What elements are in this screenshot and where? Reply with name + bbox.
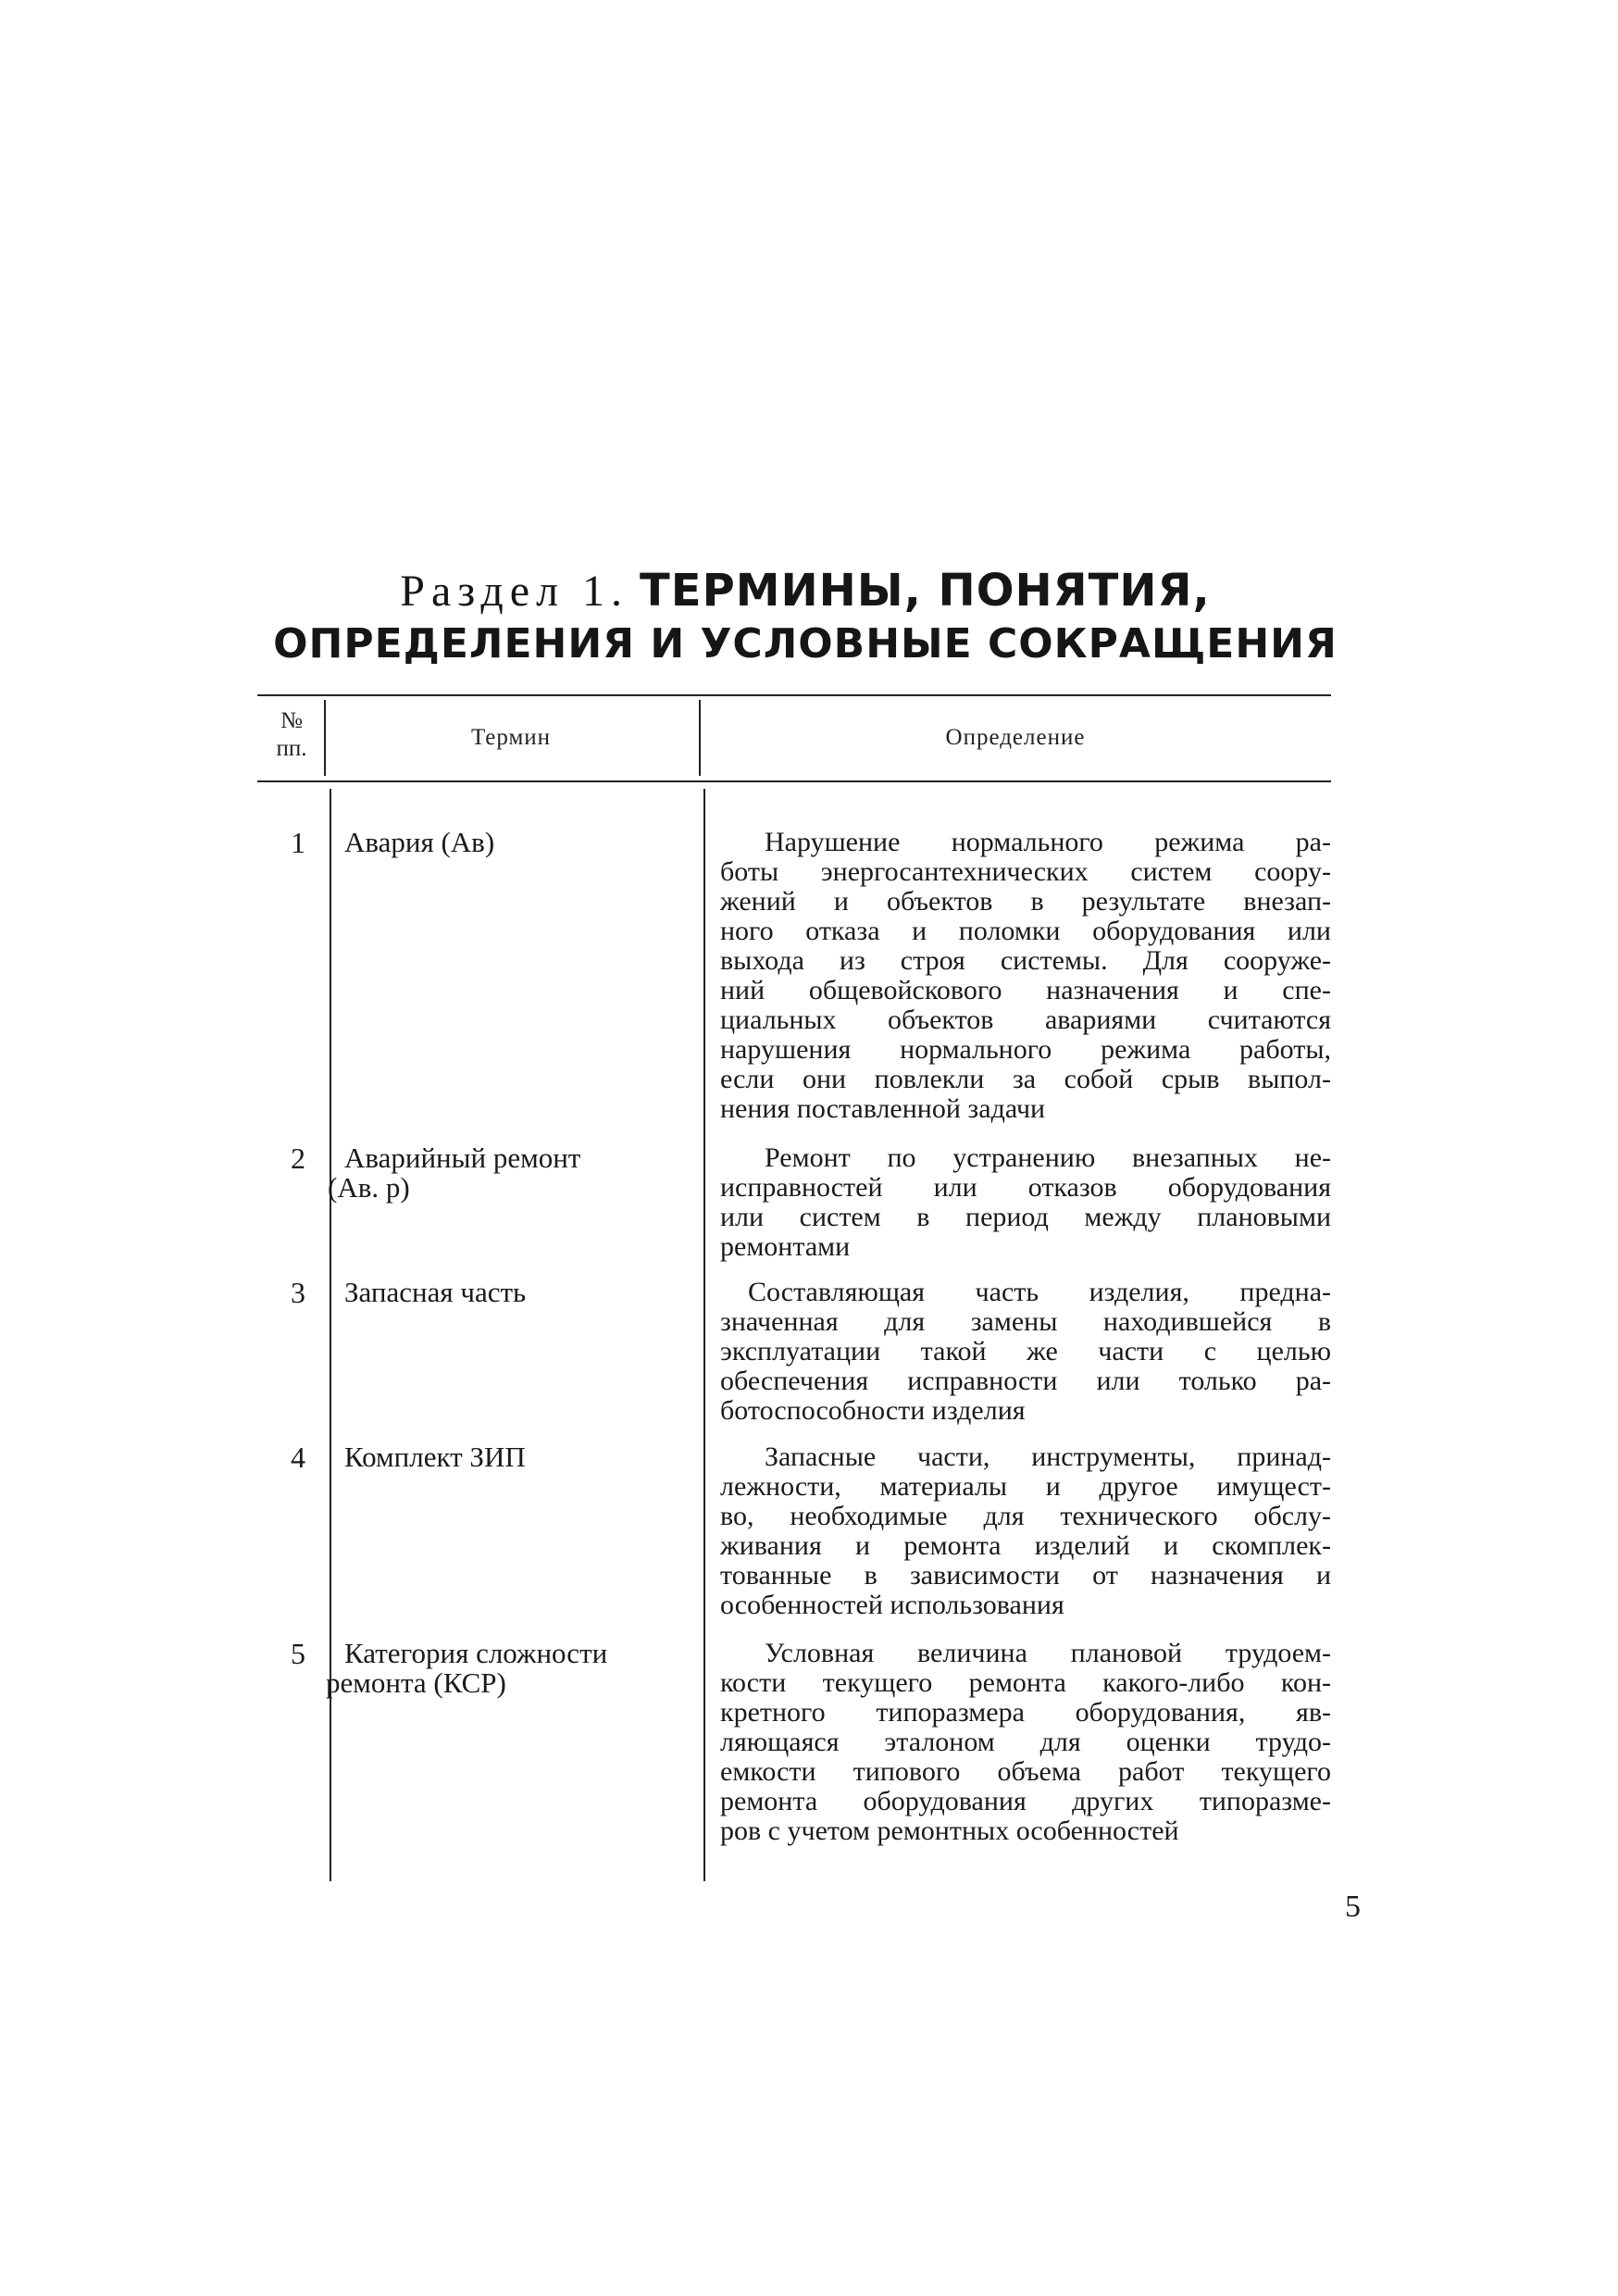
table-top-rule	[257, 694, 1331, 696]
definition-line: обеспечения исправности или только ра-	[720, 1366, 1331, 1396]
definition-line: Условная величина плановой трудоем-	[765, 1638, 1331, 1668]
definition-line: ляющаяся эталоном для оценки трудо-	[720, 1727, 1331, 1757]
term-line: Комплект ЗИП	[344, 1441, 526, 1473]
definition-line: или систем в период между плановыми	[720, 1202, 1331, 1232]
definition-line: эксплуатации такой же части с целью	[720, 1336, 1331, 1366]
definition-line: выхода из строя системы. Для сооруже-	[720, 945, 1331, 976]
column-header-number	[259, 707, 324, 763]
term-line: Категория сложности	[344, 1637, 608, 1669]
definition-line: особенностей использования	[720, 1590, 1064, 1620]
definition-cell	[720, 1442, 1331, 1620]
term-cell	[344, 828, 691, 857]
definition-line: ний общевойскового назначения и спе-	[720, 975, 1331, 1005]
column-divider-term-body	[703, 789, 705, 1881]
column-header-definition: Определение	[945, 725, 1086, 750]
definition-line: циальных объектов авариями считаются	[720, 1004, 1331, 1035]
term-cell	[326, 1637, 691, 1699]
row-number: 5	[291, 1637, 305, 1670]
column-header-term: Термин	[470, 725, 552, 750]
definition-cell	[720, 1143, 1331, 1262]
definition-line: ремонтами	[720, 1231, 851, 1262]
term-cell	[344, 1278, 691, 1307]
definition-line: ров с учетом ремонтных особенностей	[720, 1816, 1179, 1846]
row-number: 4	[291, 1441, 305, 1474]
column-divider-num-body	[330, 789, 331, 1881]
definition-line: нарушения нормального режима работы,	[720, 1034, 1331, 1065]
definition-line: Запасные части, инструменты, принад-	[765, 1441, 1331, 1472]
definition-line: живания и ремонта изделий и скомплек-	[720, 1530, 1331, 1561]
column-header-number-abbr: пп.	[276, 736, 307, 761]
row-number: 2	[291, 1142, 305, 1175]
section-heading-line1	[250, 563, 1361, 619]
definition-line: кости текущего ремонта какого-либо кон-	[720, 1667, 1331, 1698]
definition-line: Ремонт по устранению внезапных не-	[765, 1142, 1331, 1173]
definition-cell	[720, 828, 1331, 1124]
term-line: Аварийный ремонт	[344, 1142, 581, 1174]
term-line: ремонта (КСР)	[326, 1666, 506, 1699]
definition-line: кретного типоразмера оборудования, яв-	[720, 1697, 1331, 1728]
definition-line: Нарушение нормального режима ра-	[765, 827, 1331, 857]
definition-line: если они повлекли за собой срыв выпол-	[720, 1064, 1331, 1094]
definition-line: лежности, материалы и другое имущест-	[720, 1471, 1331, 1502]
section-title-part2: ОПРЕДЕЛЕНИЯ И УСЛОВНЫЕ СОКРАЩЕНИЯ	[273, 620, 1338, 668]
definition-line: во, необходимые для технического обслу-	[720, 1501, 1331, 1531]
term-cell	[328, 1142, 691, 1204]
term-cell	[344, 1442, 691, 1472]
definition-line: жений и объектов в результате внезап-	[720, 886, 1331, 917]
table-header-rule	[257, 780, 1331, 782]
definition-line: исправностей или отказов оборудования	[720, 1172, 1331, 1203]
column-header-number-sign: №	[280, 708, 303, 733]
term-line: Запасная часть	[344, 1276, 527, 1308]
definition-cell	[720, 1278, 1331, 1426]
definition-line: значенная для замены находившейся в	[720, 1306, 1331, 1337]
definition-line: тованные в зависимости от назначения и	[720, 1560, 1331, 1591]
row-number: 3	[291, 1276, 305, 1309]
definition-line: ремонта оборудования других типоразме-	[720, 1786, 1331, 1816]
row-number: 1	[291, 826, 305, 859]
definition-line: Составляющая часть изделия, предна-	[748, 1277, 1331, 1307]
page-number: 5	[1345, 1890, 1361, 1924]
section-prefix: Раздел 1.	[400, 567, 629, 616]
definition-line: нения поставленной задачи	[720, 1093, 1046, 1124]
term-line: Авария (Ав)	[344, 826, 495, 858]
definition-line: ботоспособности изделия	[720, 1395, 1026, 1426]
definition-line: боты энергосантехнических систем соору-	[720, 856, 1331, 887]
definition-line: емкости типового объема работ текущего	[720, 1756, 1331, 1787]
definition-cell	[720, 1639, 1331, 1846]
definition-line: ного отказа и поломки оборудования или	[720, 916, 1331, 946]
term-line: (Ав. р)	[328, 1171, 410, 1204]
section-title-part1: ТЕРМИНЫ, ПОНЯТИЯ,	[640, 565, 1211, 617]
